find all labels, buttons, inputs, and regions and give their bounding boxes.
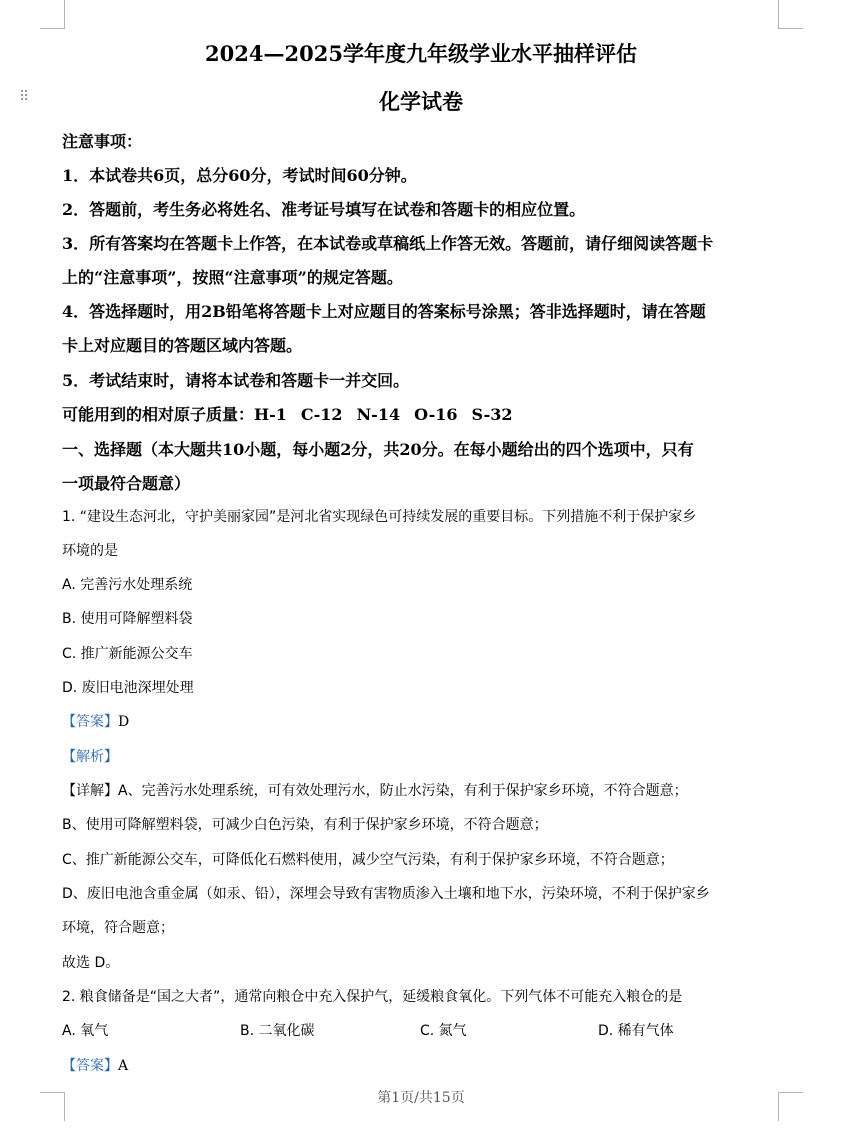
- answer-tag: 【答案】: [62, 714, 118, 730]
- q1-option-b: B. 使用可降解塑料袋: [62, 611, 193, 627]
- atomic-mass-s: S-32: [471, 405, 513, 424]
- section-heading: 一、选择题（本大题共10小题，每小题2分，共20分。在每小题给出的四个选项中，只有: [62, 440, 694, 459]
- answer-value: D: [118, 714, 130, 730]
- q2-option-a: A. 氧气: [62, 1023, 109, 1039]
- q1-option-a: A. 完善污水处理系统: [62, 577, 193, 593]
- crop-mark-top-left: [40, 0, 65, 29]
- q2-answer: [62, 1055, 128, 1075]
- crop-mark-top-right: [778, 0, 803, 29]
- notice-item: 4．答选择题时，用2B铅笔将答题卡上对应题目的答案标号涂黑；答非选择题时，请在答题: [62, 302, 706, 321]
- notice-item: 上的“注意事项”，按照“注意事项”的规定答题。: [62, 268, 403, 287]
- q1-detail: [62, 780, 688, 800]
- notice-item: 5．考试结束时，请将本试卷和答题卡一并交回。: [62, 371, 410, 390]
- answer-tag: 【答案】: [62, 1058, 118, 1074]
- q1-stem: 1. “建设生态河北，守护美丽家园”是河北省实现绿色可持续发展的重要目标。下列措施不利于保护家乡: [62, 509, 697, 525]
- notice-item: 3．所有答案均在答题卡上作答，在本试卷或草稿纸上作答无效。答题前，请仔细阅读答题卡: [62, 234, 714, 253]
- atomic-mass-h: H-1: [254, 405, 287, 424]
- page-title: 2024—2025学年度九年级学业水平抽样评估: [205, 41, 637, 66]
- notice-heading: 注意事项：: [62, 132, 143, 151]
- atomic-mass-o: O-16: [414, 405, 458, 424]
- atomic-masses: [62, 402, 513, 425]
- q1-option-c: C. 推广新能源公交车: [62, 646, 193, 662]
- detail-line: 故选 D。: [62, 955, 120, 971]
- section-heading-cont: 一项最符合题意）: [62, 474, 191, 493]
- q2-option-b: B. 二氧化碳: [240, 1023, 315, 1039]
- detail-tag: 【详解】: [62, 783, 118, 799]
- q1-analysis: [62, 746, 118, 766]
- q2-option-d: D. 稀有气体: [598, 1023, 674, 1039]
- detail-line: A、完善污水处理系统，可有效处理污水，防止水污染，有利于保护家乡环境，不符合题意；: [118, 783, 688, 799]
- drag-handle-icon[interactable]: ⠿: [19, 89, 31, 105]
- notice-item: 1．本试卷共6页，总分60分，考试时间60分钟。: [62, 166, 417, 185]
- q1-option-d: D. 废旧电池深埋处理: [62, 680, 194, 696]
- page-footer: 第1页/共15页: [377, 1090, 465, 1106]
- notice-item: 2．答题前，考生务必将姓名、准考证号填写在试卷和答题卡的相应位置。: [62, 200, 586, 219]
- detail-line: D、废旧电池含重金属（如汞、铅），深埋会导致有害物质渗入土壤和地下水，污染环境，不利于保护家乡: [62, 886, 710, 902]
- atomic-mass-n: N-14: [356, 405, 401, 424]
- analysis-tag: 【解析】: [62, 749, 118, 765]
- q2-stem: 2. 粮食储备是“国之大者”，通常向粮仓中充入保护气，延缓粮食氧化。下列气体不可能充入粮仓的是: [62, 989, 683, 1005]
- detail-line: B、使用可降解塑料袋，可减少白色污染，有利于保护家乡环境，不符合题意；: [62, 817, 548, 833]
- q2-option-c: C. 氮气: [420, 1023, 467, 1039]
- detail-line: C、推广新能源公交车，可降低化石燃料使用，减少空气污染，有利于保护家乡环境，不符合题意；: [62, 852, 674, 868]
- atomic-masses-label: 可能用到的相对原子质量：: [62, 405, 255, 424]
- q1-stem-cont: 环境的是: [62, 543, 118, 559]
- detail-line: 环境，符合题意；: [62, 920, 174, 936]
- q1-answer: [62, 711, 129, 731]
- answer-value: A: [118, 1058, 129, 1074]
- notice-item: 卡上对应题目的答题区域内答题。: [62, 336, 303, 355]
- page-subtitle: 化学试卷: [379, 89, 463, 114]
- atomic-mass-c: C-12: [300, 405, 343, 424]
